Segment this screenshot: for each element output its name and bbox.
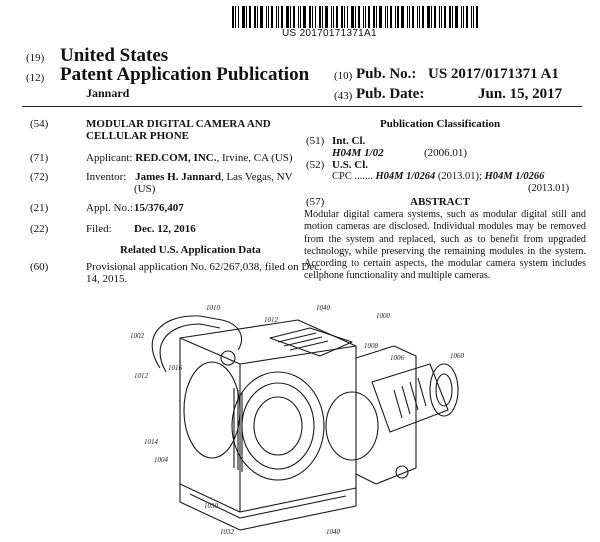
applicant-code: (71) (30, 152, 49, 164)
pub-type: Patent Application Publication (60, 64, 310, 85)
barcode-bar (401, 6, 404, 28)
barcode-bar (312, 6, 313, 28)
barcode-bar (452, 6, 453, 28)
record-button (221, 351, 235, 365)
barcode-bar (434, 6, 436, 28)
ref-label: 1016 (168, 364, 182, 372)
barcode-bar (417, 6, 418, 28)
abstract-text: Modular digital camera systems, such as modular digital still and motion cameras are disclosed. Individual modules may be removed from the system and replaced, such as to benefit from upgraded technology, while preserving the remaining modules in the system. According to certain aspects, the modular camera system includes cellphone functionality and multiple cameras. (304, 209, 586, 282)
inventor-code: (72) (30, 171, 49, 183)
top-plate (270, 328, 352, 356)
ref-label: 1008 (364, 342, 378, 350)
applicant-row (86, 152, 293, 164)
top-vents (278, 333, 328, 350)
barcode-bar (466, 6, 468, 28)
barcode-bar (363, 6, 364, 28)
title-line-2: CELLULAR PHONE (86, 130, 189, 142)
prov-line-2: 14, 2015. (86, 273, 128, 285)
barcode-bar (298, 6, 299, 28)
filed-date: Dec. 12, 2016 (134, 223, 196, 235)
intcl-class: H04M 1/02 (332, 147, 384, 159)
uscl-label: U.S. Cl. (332, 159, 369, 171)
country-code: (19) (26, 52, 45, 64)
barcode-bar (409, 6, 410, 28)
country: United States (60, 45, 169, 66)
ref-label: 1002 (130, 332, 144, 340)
barcode-bar (455, 6, 458, 28)
ref-label: 1000 (376, 312, 390, 320)
barcode-bar (407, 6, 408, 28)
expansion-module (356, 346, 416, 484)
ref-label: 1032 (220, 528, 234, 536)
barcode (232, 6, 504, 28)
barcode-bar (276, 6, 277, 28)
classification-heading: Publication Classification (380, 118, 501, 130)
barcode-bar (373, 6, 375, 28)
cpc-class-1: H04M 1/0264 (375, 171, 436, 182)
intcl-code: (51) (306, 135, 325, 147)
barcode-bar (347, 6, 348, 28)
filed-code: (22) (30, 223, 49, 235)
ref-label: 1040 (326, 528, 340, 536)
barcode-bar (355, 6, 356, 28)
appl-label: Appl. No.: (86, 202, 133, 214)
barcode-bar (422, 6, 424, 28)
ref-label: 1012 (134, 372, 148, 380)
barcode-bar (325, 6, 328, 28)
header-divider (22, 106, 582, 107)
abstract-heading: ABSTRACT (410, 196, 470, 208)
barcode-bar (419, 6, 420, 28)
barcode-bar (249, 6, 251, 28)
barcode-bar (293, 6, 295, 28)
camera-body (180, 320, 356, 512)
barcode-bar (351, 6, 354, 28)
barcode-bar (471, 6, 472, 28)
barcode-bar (431, 6, 432, 28)
barcode-bar (246, 6, 247, 28)
barcode-bar (444, 6, 446, 28)
barcode-bar (290, 6, 291, 28)
filed-label: Filed: (86, 223, 112, 235)
ref-label: 1010 (206, 304, 220, 312)
barcode-bar (476, 6, 478, 28)
inventor-name: James H. Jannard (135, 171, 221, 183)
inventor-location: , Las Vegas, NV (220, 171, 293, 183)
barcode-bar (238, 6, 239, 28)
pub-no-label: Pub. No.: (356, 66, 417, 82)
intcl-year: (2006.01) (424, 147, 468, 159)
barcode-bar (260, 6, 263, 28)
uscl-code: (52) (306, 159, 325, 171)
barcode-bar (336, 6, 338, 28)
barcode-bar (303, 6, 306, 28)
barcode-bar (333, 6, 334, 28)
lens-mount-mid (242, 383, 314, 469)
barcode-bar (322, 6, 323, 28)
barcode-bar (439, 6, 440, 28)
applicant-label: Applicant: (86, 152, 133, 164)
ref-label: 1004 (154, 456, 168, 464)
evf-eyecup (430, 364, 458, 416)
inventor-label: Inventor: (86, 171, 127, 183)
side-module (184, 362, 240, 458)
related-heading: Related U.S. Application Data (120, 244, 261, 256)
barcode-bar (344, 6, 345, 28)
pub-no-code: (10) (334, 70, 353, 82)
body-top-edge (180, 338, 356, 364)
barcode-bar (473, 6, 474, 28)
ref-label: 1012 (264, 316, 278, 324)
inventor-row (86, 171, 293, 183)
barcode-bar (309, 6, 311, 28)
barcode-bar (254, 6, 256, 28)
barcode-number: US 20170171371A1 (282, 28, 377, 39)
barcode-bar (449, 6, 451, 28)
cpc-year-1: (2013.01); (437, 171, 482, 182)
grip-ribs (234, 388, 242, 472)
pub-date-label: Pub. Date: (356, 86, 425, 102)
ref-label: 1040 (316, 304, 330, 312)
barcode-bar (397, 6, 399, 28)
inventor-location-2: (US) (134, 183, 156, 195)
ref-label: 1006 (390, 354, 404, 362)
barcode-bar (300, 6, 301, 28)
pub-date-code: (43) (334, 90, 353, 102)
intcl-label: Int. Cl. (332, 135, 366, 147)
cpc-year-2: (2013.01) (528, 183, 570, 194)
barcode-bar (319, 6, 321, 28)
inventor-short: Jannard (86, 86, 130, 100)
ref-label: 1014 (144, 438, 158, 446)
barcode-bar (461, 6, 462, 28)
barcode-bar (441, 6, 442, 28)
barcode-bar (368, 6, 370, 28)
barcode-bar (235, 6, 236, 28)
lens-mount-outer (232, 372, 324, 480)
applicant-location: , Irvine, CA (US) (216, 152, 293, 164)
ref-label: 1060 (450, 352, 464, 360)
lens-mount-inner (254, 397, 302, 455)
barcode-bar (266, 6, 267, 28)
prov-line-1: Provisional application No. 62/267,038, filed on Dec. (86, 261, 322, 273)
barcode-bar (376, 6, 377, 28)
barcode-bar (379, 6, 382, 28)
barcode-bar (268, 6, 269, 28)
ref-label: 1030 (204, 502, 218, 510)
barcode-bar (365, 6, 366, 28)
title-code: (54) (30, 118, 49, 130)
barcode-bar (281, 6, 283, 28)
abstract-code: (57) (306, 196, 325, 208)
appl-code: (21) (30, 202, 49, 214)
cpc-row (332, 171, 544, 182)
cpc-label: CPC ....... (332, 171, 373, 182)
barcode-bar (242, 6, 245, 28)
pub-date: Jun. 15, 2017 (478, 86, 563, 102)
barcode-bar (271, 6, 273, 28)
prov-code: (60) (30, 261, 49, 273)
barcode-bar (387, 6, 388, 28)
barcode-bar (358, 6, 360, 28)
module-port (326, 392, 378, 460)
applicant-name: RED.COM, INC. (135, 152, 217, 164)
barcode-bar (385, 6, 386, 28)
barcode-bar (463, 6, 464, 28)
barcode-bar (341, 6, 343, 28)
pub-no: US 2017/0171371 A1 (428, 66, 559, 82)
barcode-bar (257, 6, 258, 28)
barcode-bar (331, 6, 332, 28)
pub-type-code: (12) (26, 72, 45, 84)
camera-drawing (120, 298, 490, 538)
appl-no: 15/376,407 (134, 202, 184, 214)
evf-knurl (394, 378, 426, 418)
barcode-bar (232, 6, 234, 28)
barcode-bar (427, 6, 430, 28)
title-line-1: MODULAR DIGITAL CAMERA AND (86, 118, 271, 130)
cpc-class-2: H04M 1/0266 (484, 171, 545, 182)
barcode-bar (286, 6, 289, 28)
barcode-bar (278, 6, 279, 28)
barcode-bar (412, 6, 414, 28)
barcode-bar (390, 6, 392, 28)
barcode-bar (315, 6, 316, 28)
barcode-bar (395, 6, 396, 28)
